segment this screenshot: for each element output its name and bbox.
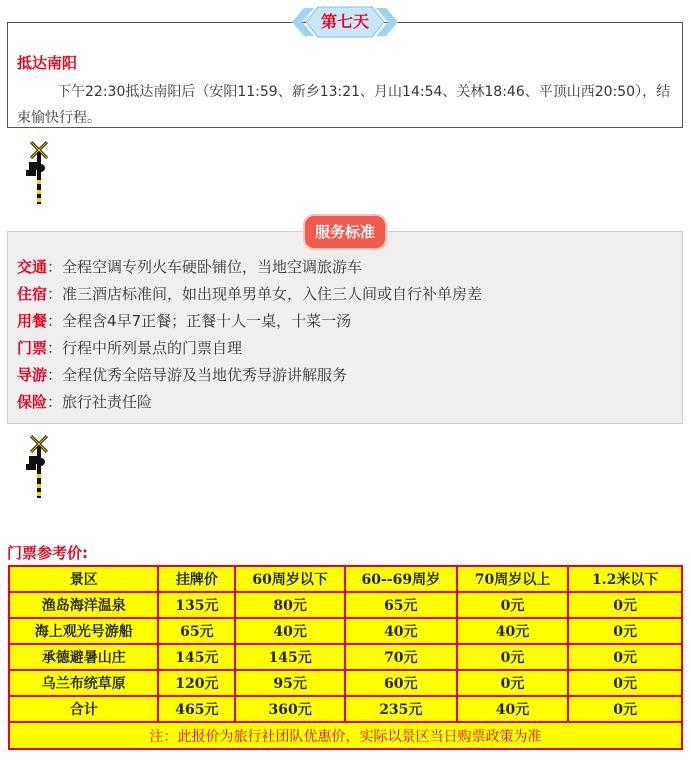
ticket-price-title: 门票参考价: (7, 544, 88, 562)
table-cell: 合计 (9, 696, 158, 722)
service-item-guide: 导游：全程优秀全陪导游及当地优秀导游讲解服务 (17, 366, 348, 384)
table-cell: 120元 (158, 670, 235, 696)
table-cell: 40元 (457, 618, 569, 644)
table-cell: 0元 (457, 670, 569, 696)
table-header: 1.2米以下 (568, 566, 682, 592)
table-cell: 65元 (345, 592, 457, 618)
table-row (9, 618, 682, 644)
table-cell: 145元 (158, 644, 235, 670)
service-item-insurance: 保险：旅行社责任险 (17, 393, 153, 411)
service-standards-badge: 服务标准 (305, 216, 385, 248)
table-row (9, 644, 682, 670)
table-note: 注：此报价为旅行社团队优惠价，实际以景区当日购票政策为准 (9, 722, 682, 749)
table-header: 景区 (9, 566, 158, 592)
table-cell: 承德避暑山庄 (9, 644, 158, 670)
table-cell: 0元 (457, 644, 569, 670)
table-header: 60--69周岁 (345, 566, 457, 592)
table-cell: 渔岛海洋温泉 (9, 592, 158, 618)
table-cell: 0元 (568, 696, 682, 722)
service-item-lodging: 住宿：准三酒店标准间，如出现单男单女，入住三人间或自行补单房差 (17, 285, 483, 303)
day-badge-text: 第七天 (320, 12, 369, 31)
table-header: 挂牌价 (158, 566, 235, 592)
table-cell: 80元 (235, 592, 345, 618)
table-cell: 145元 (235, 644, 345, 670)
ticket-price-table (8, 565, 683, 750)
table-cell: 0元 (568, 592, 682, 618)
table-header: 70周岁以上 (457, 566, 569, 592)
table-cell: 海上观光号游船 (9, 618, 158, 644)
table-note-row (9, 722, 682, 749)
service-item-transport: 交通：全程空调专列火车硬卧铺位，当地空调旅游车 (17, 258, 363, 276)
table-header: 60周岁以下 (235, 566, 345, 592)
table-row (9, 592, 682, 618)
railroad-signal-icon (24, 434, 52, 500)
service-item-tickets: 门票：行程中所列景点的门票自理 (17, 339, 243, 357)
table-cell: 0元 (568, 618, 682, 644)
table-cell: 60元 (345, 670, 457, 696)
day-description: 下午22:30抵达南阳后（安阳11:59、新乡13:21、月山14:54、关林18:46、平顶山西20:50），结束愉快行程。 (17, 84, 671, 126)
table-cell: 0元 (457, 592, 569, 618)
table-cell: 70元 (345, 644, 457, 670)
table-cell: 40元 (345, 618, 457, 644)
table-cell: 乌兰布统草原 (9, 670, 158, 696)
table-cell: 135元 (158, 592, 235, 618)
table-cell: 65元 (158, 618, 235, 644)
railroad-signal-icon (24, 140, 52, 206)
service-item-meals: 用餐：全程含4早7正餐；正餐十人一桌，十菜一汤 (17, 312, 352, 330)
table-cell: 465元 (158, 696, 235, 722)
table-cell: 0元 (568, 670, 682, 696)
table-row (9, 670, 682, 696)
table-cell: 0元 (568, 644, 682, 670)
table-cell: 360元 (235, 696, 345, 722)
table-total-row (9, 696, 682, 722)
table-cell: 40元 (235, 618, 345, 644)
table-cell: 95元 (235, 670, 345, 696)
table-header-row (9, 566, 682, 592)
table-cell: 235元 (345, 696, 457, 722)
table-cell: 40元 (457, 696, 569, 722)
day-badge (292, 5, 398, 39)
day-title: 抵达南阳 (17, 54, 78, 72)
